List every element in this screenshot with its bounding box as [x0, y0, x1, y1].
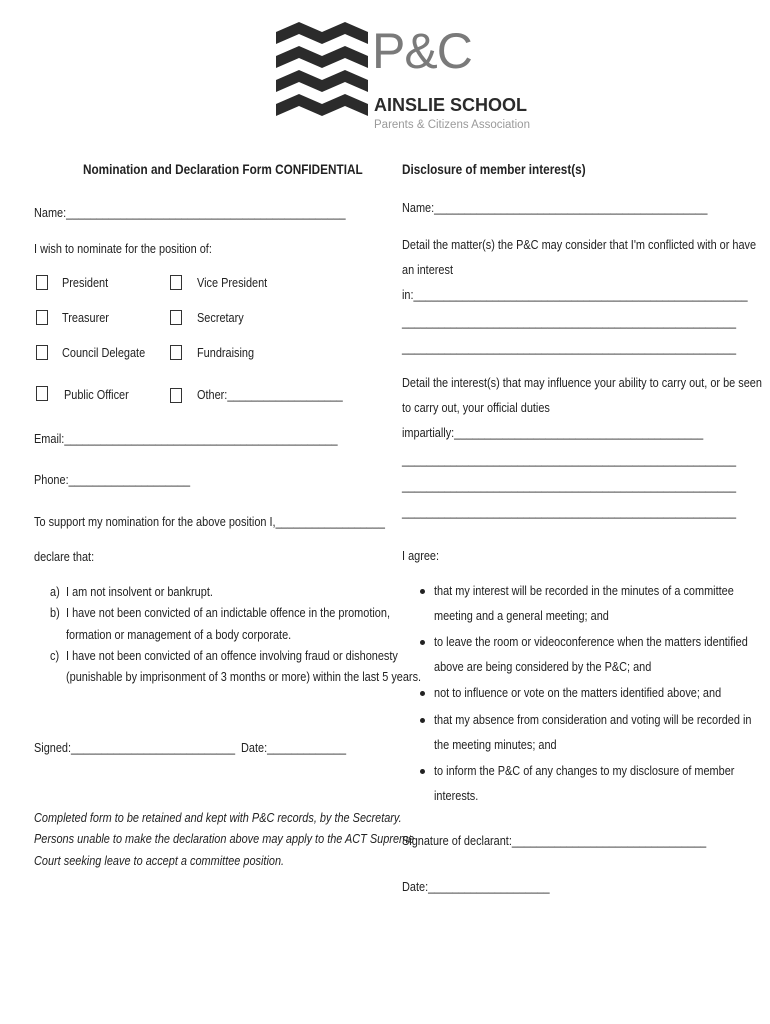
interest-detail-blank-line[interactable]: _______________________________________________________: [402, 452, 737, 467]
checkbox-president[interactable]: [36, 275, 48, 290]
declaration-marker: a): [50, 584, 60, 599]
conflict-detail-blank-line[interactable]: _______________________________________________________: [402, 314, 737, 329]
declaration-line: I am not insolvent or bankrupt.: [66, 584, 213, 599]
chevron-logo-icon: [276, 22, 368, 116]
support-nomination-field[interactable]: To support my nomination for the above position I,__________________: [34, 514, 385, 529]
bullet-icon: [420, 691, 425, 696]
checkbox-secretary[interactable]: [170, 310, 182, 325]
checkbox-council-delegate[interactable]: [36, 345, 48, 360]
position-label-treasurer: Treasurer: [62, 310, 109, 325]
declaration-line: (punishable by imprisonment of 3 months or more) within the last 5 years.: [66, 669, 422, 684]
nominate-position-label: I wish to nominate for the position of:: [34, 241, 212, 256]
agreement-item: to inform the P&C of any changes to my disclosure of member: [434, 763, 735, 778]
bullet-icon: [420, 589, 425, 594]
declaration-line: formation or management of a body corporate.: [66, 627, 292, 642]
position-label-president: President: [62, 275, 109, 290]
agreement-item: meeting and a general meeting; and: [434, 608, 609, 623]
phone-field[interactable]: Phone:____________________: [34, 472, 191, 487]
nominee-name-field[interactable]: Name:______________________________________________: [34, 205, 346, 220]
position-label-council-delegate: Council Delegate: [62, 345, 146, 360]
agreement-item: to leave the room or videoconference when the matters identified: [434, 634, 748, 649]
logo-association: Parents & Citizens Association: [374, 119, 530, 131]
position-label-other[interactable]: Other:___________________: [197, 387, 343, 402]
signed-date-field[interactable]: Date:_____________: [241, 740, 347, 755]
conflict-detail-field[interactable]: in:_______________________________________________________: [402, 287, 748, 302]
interest-detail-blank-line[interactable]: _______________________________________________________: [402, 478, 737, 493]
agreement-item: above are being considered by the P&C; and: [434, 659, 652, 674]
interest-detail-blank-line[interactable]: _______________________________________________________: [402, 504, 737, 519]
position-label-public-officer: Public Officer: [64, 387, 129, 402]
checkbox-treasurer[interactable]: [36, 310, 48, 325]
agreement-item: that my absence from consideration and voting will be recorded in: [434, 712, 752, 727]
position-label-vice-president: Vice President: [197, 275, 268, 290]
declare-label: declare that:: [34, 549, 95, 564]
checkbox-vice-president[interactable]: [170, 275, 182, 290]
conflict-detail-blank-line[interactable]: _______________________________________________________: [402, 340, 737, 355]
footnote-line: Court seeking leave to accept a committee position.: [34, 853, 285, 868]
footnote-line: Persons unable to make the declaration above may apply to the ACT Supreme: [34, 831, 415, 846]
agreement-item: interests.: [434, 788, 479, 803]
bullet-icon: [420, 769, 425, 774]
email-field[interactable]: Email:_____________________________________________: [34, 431, 338, 446]
declaration-line: I have not been convicted of an offence involving fraud or dishonesty: [66, 648, 398, 663]
declaration-marker: c): [50, 648, 60, 663]
nomination-form-title: Nomination and Declaration Form CONFIDENTIAL: [83, 161, 363, 177]
agreement-item: the meeting minutes; and: [434, 737, 557, 752]
school-logo: [276, 22, 530, 140]
agreement-item: not to influence or vote on the matters identified above; and: [434, 685, 722, 700]
signed-field[interactable]: Signed:___________________________: [34, 740, 236, 755]
interest-detail-text: Detail the interest(s) that may influence your ability to carry out, or be seen: [402, 375, 762, 390]
checkbox-other[interactable]: [170, 388, 182, 403]
position-label-fundraising: Fundraising: [197, 345, 255, 360]
disclosure-title: Disclosure of member interest(s): [402, 161, 586, 177]
interest-detail-field[interactable]: impartially:_________________________________________: [402, 425, 704, 440]
checkbox-public-officer[interactable]: [36, 386, 48, 401]
interest-detail-text: to carry out, your official duties: [402, 400, 550, 415]
bullet-icon: [420, 640, 425, 645]
bullet-icon: [420, 718, 425, 723]
agreement-item: that my interest will be recorded in the minutes of a committee: [434, 583, 734, 598]
disclosure-name-field[interactable]: Name:_____________________________________________: [402, 200, 708, 215]
footnote-line: Completed form to be retained and kept with P&C records, by the Secretary.: [34, 810, 402, 825]
position-label-secretary: Secretary: [197, 310, 244, 325]
declarant-signature-field[interactable]: Signature of declarant:________________________________: [402, 833, 707, 848]
declaration-marker: b): [50, 605, 60, 620]
agree-label: I agree:: [402, 548, 440, 563]
declarant-date-field[interactable]: Date:____________________: [402, 879, 550, 894]
logo-pc-text: P&C: [372, 23, 472, 79]
conflict-detail-text: an interest: [402, 262, 453, 277]
checkbox-fundraising[interactable]: [170, 345, 182, 360]
logo-school-name: AINSLIE SCHOOL: [374, 95, 528, 115]
conflict-detail-text: Detail the matter(s) the P&C may consider that I'm conflicted with or have: [402, 237, 757, 252]
declaration-line: I have not been convicted of an indictable offence in the promotion,: [66, 605, 390, 620]
